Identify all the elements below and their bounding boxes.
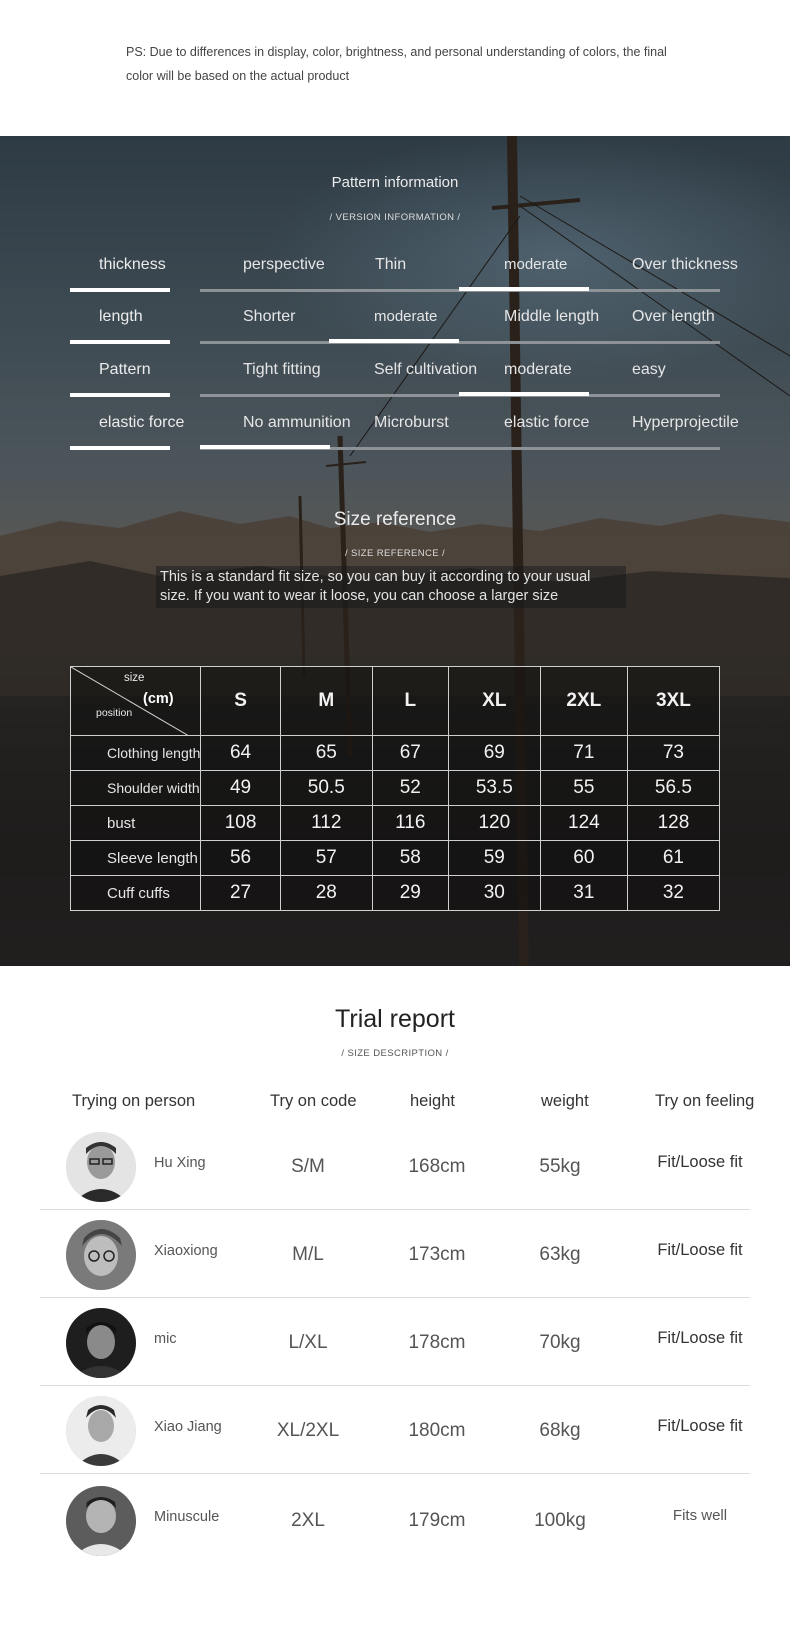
option-label: Shorter [243, 308, 296, 325]
size-header: 2XL [540, 667, 627, 736]
option-label: Hyperprojectile [632, 414, 739, 431]
size-header: XL [448, 667, 540, 736]
corner-position-label: position [96, 707, 133, 719]
size-description: This is a standard fit size, so you can buy it according to your usual size. If you want to wear it loose, you can choose a larger size [156, 566, 626, 608]
corner-unit-label: (cm) [143, 691, 174, 707]
corner-size-label: size [124, 672, 145, 684]
table-cell: 60 [540, 841, 627, 876]
try-on-code: XL/2XL [276, 1420, 340, 1441]
avatar [66, 1132, 136, 1202]
weight-value: 63kg [539, 1244, 581, 1265]
selected-option-bar [459, 287, 589, 291]
try-on-feeling: Fits well [672, 1507, 728, 1524]
table-cell: 53.5 [448, 771, 540, 806]
try-on-feeling: Fit/Loose fit [657, 1241, 743, 1259]
table-cell: 69 [448, 736, 540, 771]
pattern-row-label: Pattern [99, 361, 151, 378]
option-label: elastic force [504, 414, 590, 431]
table-cell: 50.5 [280, 771, 372, 806]
row-label: Sleeve length [71, 841, 201, 876]
avatar [66, 1396, 136, 1466]
table-row [71, 806, 720, 841]
try-on-code: 2XL [291, 1510, 325, 1531]
table-row [71, 771, 720, 806]
list-item [40, 1386, 750, 1474]
list-item [40, 1122, 750, 1210]
table-row [71, 876, 720, 911]
height-value: 178cm [408, 1332, 466, 1353]
table-cell: 27 [201, 876, 280, 911]
table-row [71, 736, 720, 771]
pattern-subtitle: / VERSION INFORMATION / [329, 212, 461, 223]
table-cell: 57 [280, 841, 372, 876]
row-label: Clothing length [71, 736, 201, 771]
column-header: Try on code [270, 1092, 357, 1110]
option-label: moderate [374, 308, 438, 325]
table-cell: 56.5 [627, 771, 719, 806]
pattern-row-thickness [0, 256, 790, 306]
option-label: Over length [632, 308, 715, 325]
table-cell: 71 [540, 736, 627, 771]
table-row [71, 841, 720, 876]
option-label: Microburst [374, 414, 449, 431]
weight-value: 100kg [534, 1510, 586, 1531]
column-header: Try on feeling [655, 1092, 755, 1110]
pattern-row-label: elastic force [99, 414, 185, 431]
option-label: Self cultivation [374, 361, 478, 378]
size-header: M [280, 667, 372, 736]
trial-report-title: Trial report [335, 1005, 455, 1033]
table-cell: 59 [448, 841, 540, 876]
avatar [66, 1220, 136, 1290]
selected-option-bar [459, 392, 589, 396]
table-cell: 56 [201, 841, 280, 876]
table-corner [71, 667, 201, 736]
size-table [70, 666, 720, 911]
option-label: perspective [243, 256, 325, 273]
pattern-title: Pattern information [331, 174, 459, 191]
selected-option-bar [200, 445, 330, 449]
option-label: Middle length [504, 308, 600, 325]
pattern-row-pattern [0, 361, 790, 411]
table-cell: 52 [372, 771, 448, 806]
option-label: moderate [504, 256, 568, 273]
table-cell: 64 [201, 736, 280, 771]
height-value: 180cm [408, 1420, 466, 1441]
column-header: weight [541, 1092, 589, 1110]
list-item [40, 1210, 750, 1298]
option-label: Over thickness [632, 256, 738, 273]
try-on-feeling: Fit/Loose fit [657, 1153, 743, 1171]
option-label: moderate [504, 361, 572, 378]
size-header: S [201, 667, 280, 736]
size-header: L [372, 667, 448, 736]
weight-value: 55kg [539, 1156, 581, 1177]
option-label: No ammunition [243, 414, 351, 431]
table-cell: 112 [280, 806, 372, 841]
label-underline [70, 288, 170, 292]
pattern-row-label: length [99, 308, 143, 325]
weight-value: 68kg [539, 1420, 581, 1441]
size-header: 3XL [627, 667, 719, 736]
try-on-code: S/M [291, 1156, 325, 1177]
try-on-code: M/L [292, 1244, 324, 1265]
table-cell: 108 [201, 806, 280, 841]
table-cell: 30 [448, 876, 540, 911]
person-name: Minuscule [154, 1509, 220, 1525]
table-cell: 32 [627, 876, 719, 911]
option-label: Thin [375, 256, 407, 273]
column-header: height [410, 1092, 455, 1110]
row-label: Cuff cuffs [71, 876, 201, 911]
column-header: Trying on person [72, 1092, 196, 1110]
height-value: 179cm [408, 1510, 466, 1531]
option-label: Tight fitting [243, 361, 321, 378]
label-underline [70, 393, 170, 397]
pattern-row-elastic-force [0, 414, 790, 464]
row-label: Shoulder width [71, 771, 201, 806]
table-cell: 120 [448, 806, 540, 841]
table-cell: 49 [201, 771, 280, 806]
size-header-row [71, 667, 720, 736]
table-cell: 31 [540, 876, 627, 911]
table-cell: 29 [372, 876, 448, 911]
list-item [40, 1298, 750, 1386]
person-name: Xiao Jiang [154, 1419, 222, 1435]
selected-option-bar [329, 339, 459, 343]
row-label: bust [71, 806, 201, 841]
try-on-feeling: Fit/Loose fit [657, 1417, 743, 1435]
ps-note: PS: Due to differences in display, color, brightness, and personal understanding of colors, the final color will be based on the actual product [126, 45, 667, 83]
option-track [200, 341, 720, 344]
table-cell: 58 [372, 841, 448, 876]
table-cell: 128 [627, 806, 719, 841]
label-underline [70, 340, 170, 344]
label-underline [70, 446, 170, 450]
person-name: Hu Xing [154, 1155, 206, 1171]
table-cell: 65 [280, 736, 372, 771]
weight-value: 70kg [539, 1332, 581, 1353]
table-cell: 116 [372, 806, 448, 841]
table-cell: 28 [280, 876, 372, 911]
height-value: 168cm [408, 1156, 466, 1177]
size-reference-subtitle: / SIZE REFERENCE / [344, 548, 446, 559]
info-band [0, 136, 790, 966]
try-on-code: L/XL [288, 1332, 328, 1353]
trial-report-subtitle: / SIZE DESCRIPTION / [341, 1048, 449, 1059]
table-cell: 124 [540, 806, 627, 841]
avatar [66, 1486, 136, 1556]
table-cell: 67 [372, 736, 448, 771]
pattern-row-label: thickness [99, 256, 166, 273]
avatar [66, 1308, 136, 1378]
person-name: Xiaoxiong [154, 1243, 218, 1259]
option-label: easy [632, 361, 666, 378]
try-on-feeling: Fit/Loose fit [657, 1329, 743, 1347]
size-reference-title: Size reference [333, 509, 457, 530]
height-value: 173cm [408, 1244, 466, 1265]
table-cell: 55 [540, 771, 627, 806]
person-name: mic [154, 1331, 177, 1347]
table-cell: 61 [627, 841, 719, 876]
pattern-row-length [0, 308, 790, 358]
list-item [40, 1476, 750, 1564]
table-cell: 73 [627, 736, 719, 771]
